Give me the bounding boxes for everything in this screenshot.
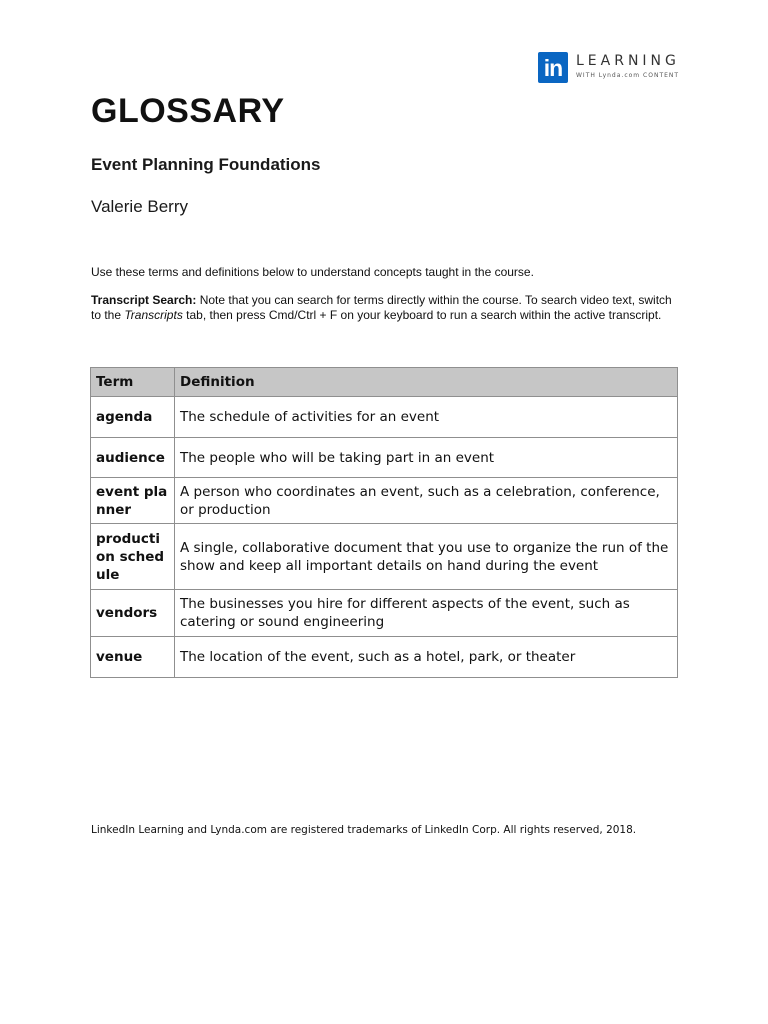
page-title: GLOSSARY (91, 92, 285, 130)
course-title: Event Planning Foundations (91, 155, 321, 174)
definition-cell: The location of the event, such as a hotel, park, or theater (175, 637, 678, 678)
term-cell: vendors (91, 590, 175, 637)
term-cell: venue (91, 637, 175, 678)
definition-cell: A single, collaborative document that you use to organize the run of the show and keep all important details on hand during the event (175, 524, 678, 590)
definition-cell: A person who coordinates an event, such as a celebration, conference, or production (175, 478, 678, 524)
linkedin-in-icon: in (538, 52, 568, 83)
table-row (91, 637, 678, 678)
author-name: Valerie Berry (91, 197, 188, 216)
table-row (91, 524, 678, 590)
transcript-search-text-1: Note that you can search for terms directly within the course. To search video text, switch to the (91, 293, 672, 322)
transcript-search-text-2: tab, then press Cmd/Ctrl + F on your keyboard to run a search within the active transcript. (182, 307, 662, 322)
table-row (91, 478, 678, 524)
glossary-table (90, 367, 678, 678)
transcript-search-note (91, 293, 681, 322)
table-header-row (91, 368, 678, 397)
transcript-search-label: Transcript Search: (91, 293, 197, 307)
term-cell: agenda (91, 397, 175, 438)
term-cell: audience (91, 438, 175, 478)
logo-tagline: WITH Lynda.com CONTENT (576, 72, 680, 79)
definition-cell: The schedule of activities for an event (175, 397, 678, 438)
table-row (91, 397, 678, 438)
intro-paragraph: Use these terms and definitions below to understand concepts taught in the course. (91, 265, 534, 279)
transcripts-tab-name: Transcripts (124, 307, 183, 322)
definition-cell: The businesses you hire for different aspects of the event, such as catering or sound engineering (175, 590, 678, 637)
linkedin-learning-logo (538, 52, 688, 86)
term-cell: event planner (91, 478, 175, 524)
logo-wordmark: LEARNING (576, 53, 680, 69)
definition-cell: The people who will be taking part in an event (175, 438, 678, 478)
term-cell: production schedule (91, 524, 175, 590)
column-header-term: Term (91, 368, 175, 397)
column-header-definition: Definition (175, 368, 678, 397)
table-row (91, 590, 678, 637)
trademark-footer: LinkedIn Learning and Lynda.com are registered trademarks of LinkedIn Corp. All rights reserved, 2018. (91, 824, 637, 836)
table-row (91, 438, 678, 478)
